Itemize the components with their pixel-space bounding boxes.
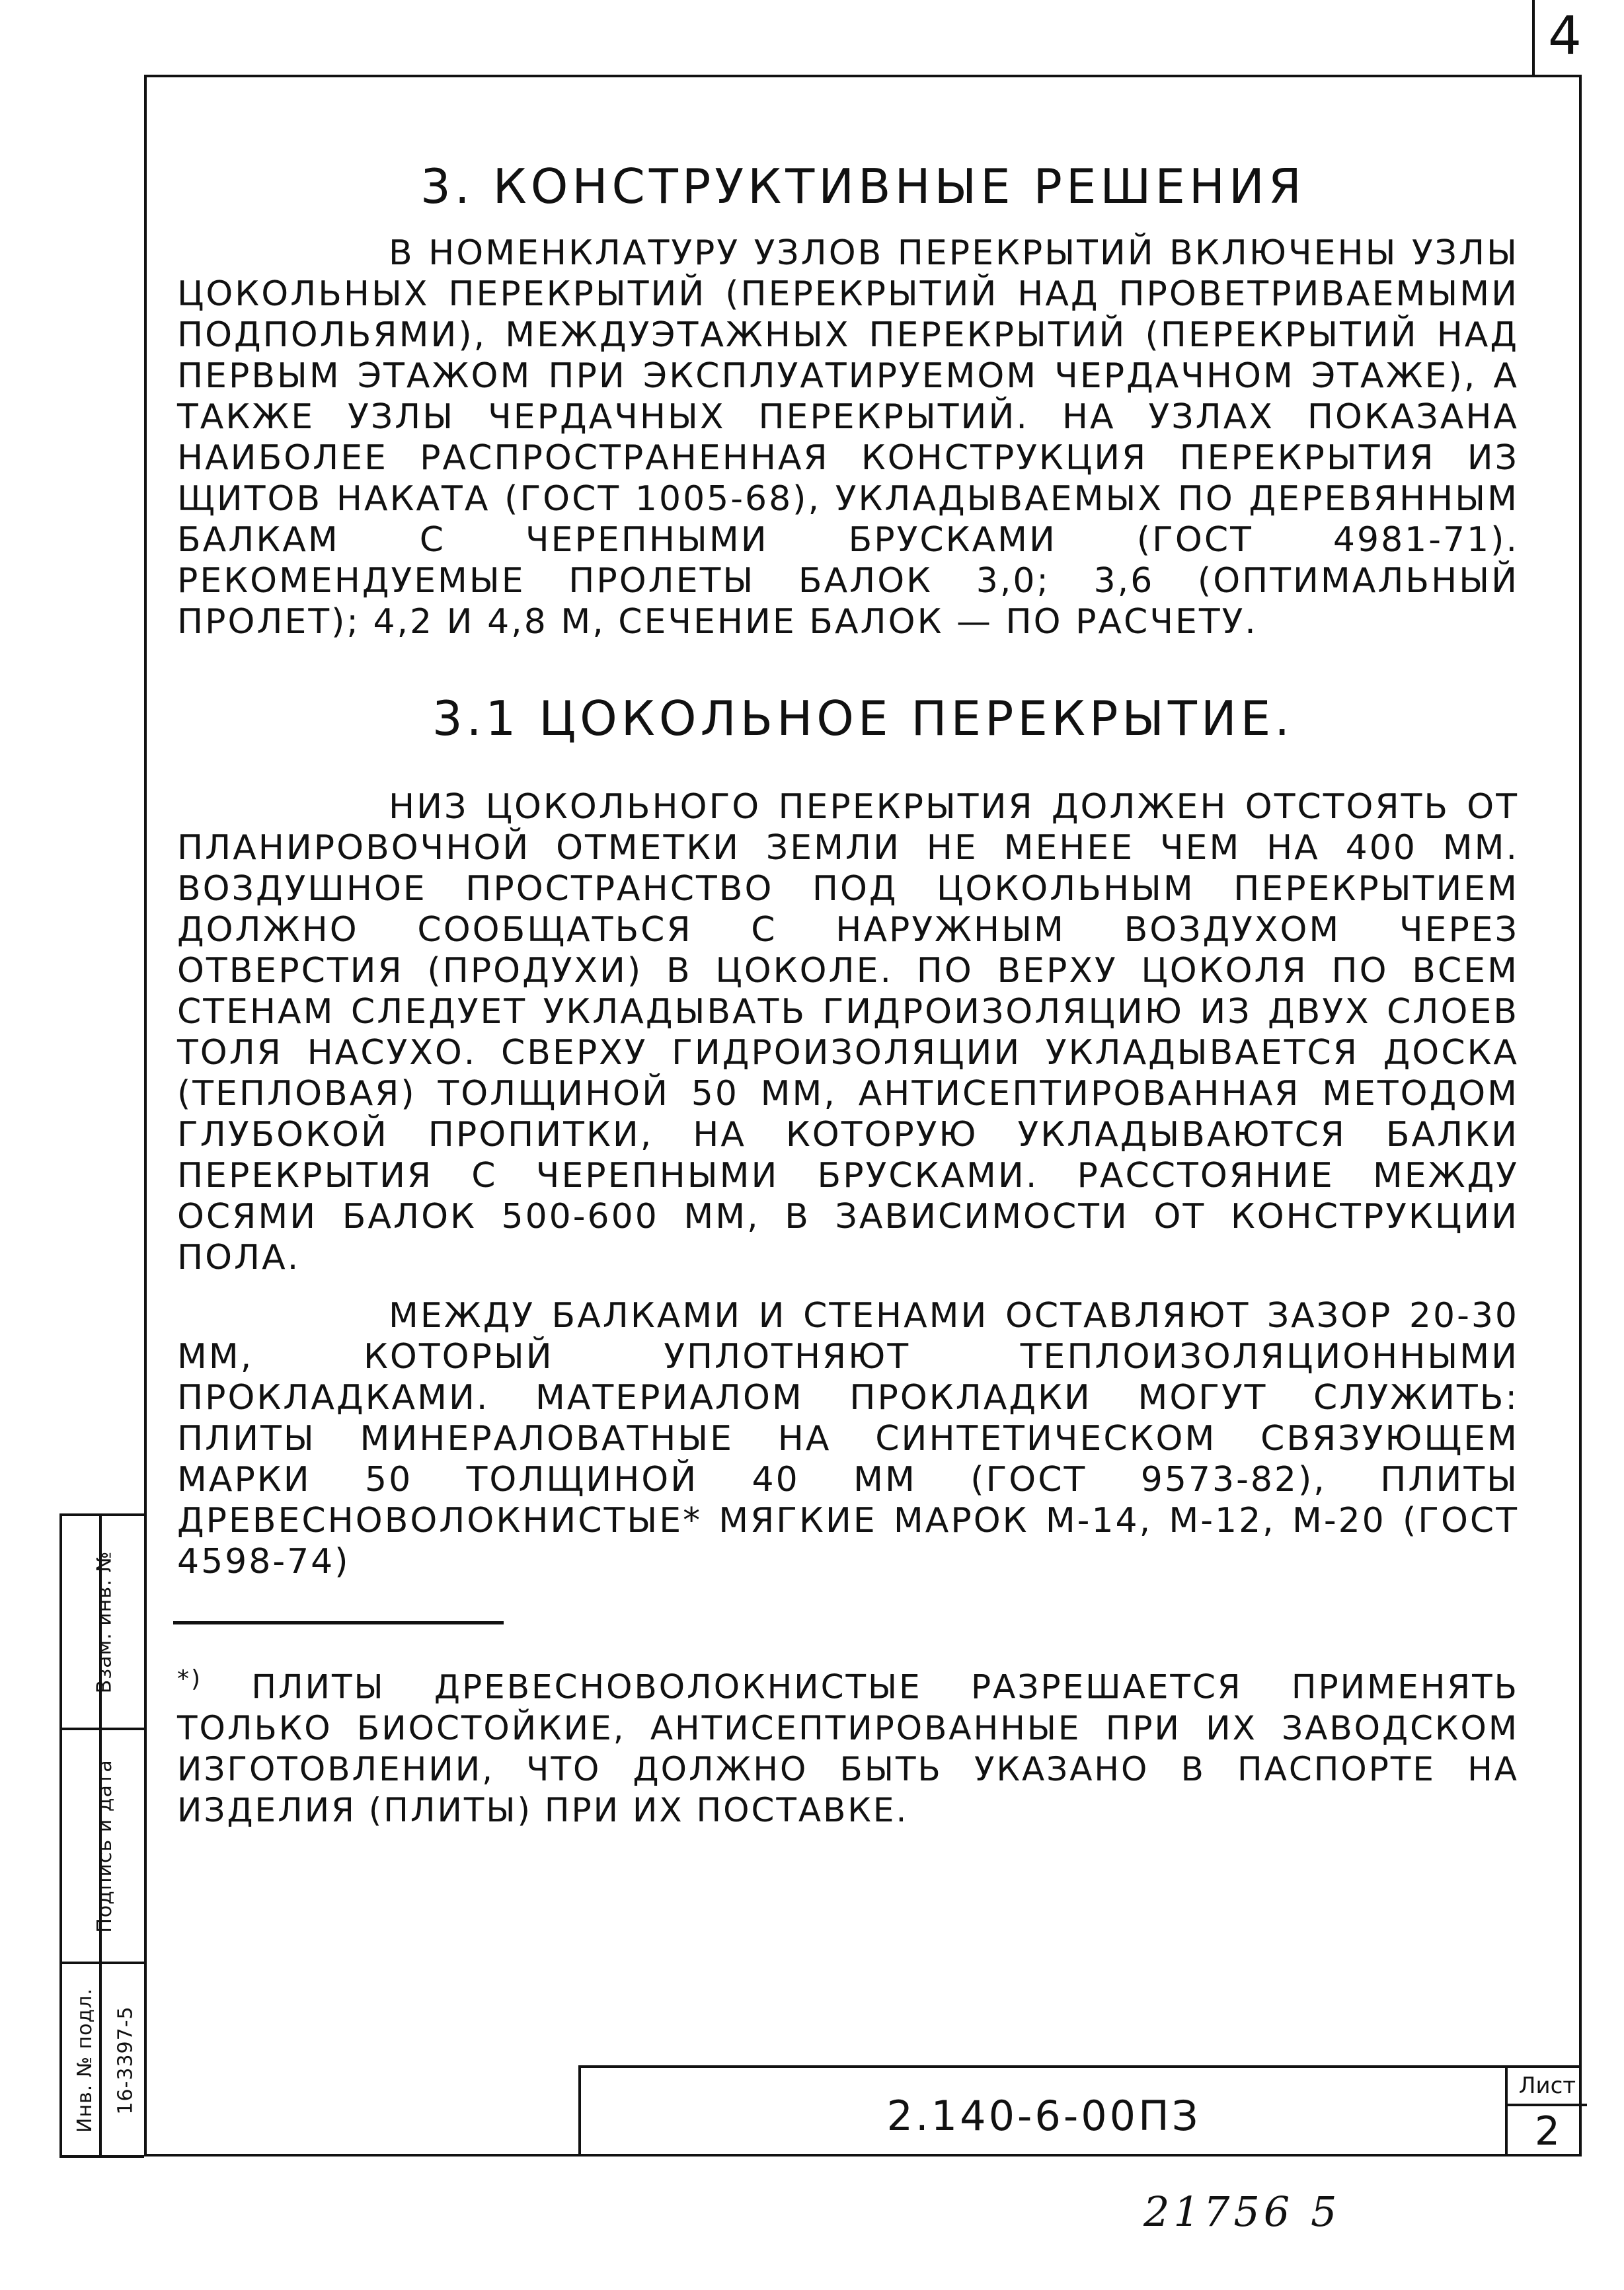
side-stamp-podpis: Подпись и дата [93, 1759, 116, 1933]
document-code: 2.140-6-00ПЗ [886, 2092, 1201, 2140]
title-block [578, 2065, 1582, 2156]
sheet-label: Лист [1508, 2068, 1587, 2106]
side-stamp-inv-value: 16-3397-5 [114, 2005, 137, 2115]
footnote-divider [173, 1621, 504, 1624]
section-paragraph: В НОМЕНКЛАТУРУ УЗЛОВ ПЕРЕКРЫТИЙ ВКЛЮЧЕНЫ УЗЛЫ ЦОКОЛЬНЫХ ПЕРЕКРЫТИЙ (ПЕРЕКРЫТИЙ НАД ПРОВЕТРИВАЕМЫМИ ПОДПОЛЬЯМИ), МЕЖДУЭТАЖНЫХ ПЕРЕКРЫТИЙ (ПЕРЕКРЫТИЙ НАД ПЕРВЫМ ЭТАЖОМ ПРИ ЭКСПЛУАТИРУЕМОМ ЧЕРДАЧНОМ ЭТАЖЕ), А ТАКЖЕ УЗЛЫ ЧЕРДАЧНЫХ ПЕРЕКРЫТИЙ. НА УЗЛАХ ПОКАЗАНА НАИБОЛЕЕ РАСПРОСТРАНЕННАЯ КОНСТРУКЦИЯ ПЕРЕКРЫТИЯ ИЗ ЩИТОВ НАКАТА (ГОСТ 1005-68), УКЛАДЫВАЕМЫХ ПО ДЕРЕВЯННЫМ БАЛКАМ С ЧЕРЕПНЫМИ БРУСКАМИ (ГОСТ 4981-71). РЕКОМЕНДУЕМЫЕ ПРОЛЕТЫ БАЛОК 3,0; 3,6 (ОПТИМАЛЬНЫЙ ПРОЛЕТ); 4,2 И 4,8 М, СЕЧЕНИЕ БАЛОК — ПО РАСЧЕТУ. [177, 233, 1519, 642]
sheet-box [1505, 2068, 1587, 2156]
footnote [177, 1659, 1519, 1831]
subsection-title: 3.1 ЦОКОЛЬНОЕ ПЕРЕКРЫТИЕ. [432, 691, 1294, 746]
gasket-paragraph: МЕЖДУ БАЛКАМИ И СТЕНАМИ ОСТАВЛЯЮТ ЗАЗОР 20-30 ММ, КОТОРЫЙ УПЛОТНЯЮТ ТЕПЛОИЗОЛЯЦИОННЫМИ ПРОКЛАДКАМИ. МАТЕРИАЛОМ ПРОКЛАДКИ МОГУТ СЛУЖИТЬ: ПЛИТЫ МИНЕРАЛОВАТНЫЕ НА СИНТЕТИЧЕСКОМ СВЯЗУЮЩЕМ МАРКИ 50 ТОЛЩИНОЙ 40 ММ (ГОСТ 9573-82), ПЛИТЫ ДРЕВЕСНОВОЛОКНИСТЫЕ* МЯГКИЕ МАРОК М-14, М-12, М-20 (ГОСТ 4598-74) [177, 1296, 1519, 1582]
side-stamp [59, 1513, 144, 2158]
sheet-number: 2 [1534, 2108, 1561, 2155]
section-title: 3. КОНСТРУКТИВНЫЕ РЕШЕНИЯ [420, 159, 1305, 214]
footnote-mark: *) [177, 1665, 203, 1693]
footnote-text: ПЛИТЫ ДРЕВЕСНОВОЛОКНИСТЫЕ РАЗРЕШАЕТСЯ ПРИМЕНЯТЬ ТОЛЬКО БИОСТОЙКИЕ, АНТИСЕПТИРОВАННЫЕ ПРИ ИХ ЗАВОДСКОМ ИЗГОТОВЛЕНИИ, ЧТО ДОЛЖНО БЫТЬ УКАЗАНО В ПАСПОРТЕ НА ИЗДЕЛИЯ (ПЛИТЫ) ПРИ ИХ ПОСТАВКЕ. [177, 1667, 1519, 1829]
side-stamp-inv-podl: Инв. № подл. [73, 1987, 97, 2133]
side-stamp-vzam: Взам. инв. № [93, 1550, 116, 1693]
corner-divider [1532, 0, 1535, 75]
archive-number: 21756 5 [1143, 2188, 1341, 2236]
subsection-paragraph: НИЗ ЦОКОЛЬНОГО ПЕРЕКРЫТИЯ ДОЛЖЕН ОТСТОЯТЬ ОТ ПЛАНИРОВОЧНОЙ ОТМЕТКИ ЗЕМЛИ НЕ МЕНЕЕ ЧЕМ НА 400 ММ. ВОЗДУШНОЕ ПРОСТРАНСТВО ПОД ЦОКОЛЬНЫМ ПЕРЕКРЫТИЕМ ДОЛЖНО СООБЩАТЬСЯ С НАРУЖНЫМ ВОЗДУХОМ ЧЕРЕЗ ОТВЕРСТИЯ (ПРОДУХИ) В ЦОКОЛЕ. ПО ВЕРХУ ЦОКОЛЯ ПО ВСЕМ СТЕНАМ СЛЕДУЕТ УКЛАДЫВАТЬ ГИДРОИЗОЛЯЦИЮ ИЗ ДВУХ СЛОЕВ ТОЛЯ НАСУХО. СВЕРХУ ГИДРОИЗОЛЯЦИИ УКЛАДЫВАЕТСЯ ДОСКА (ТЕПЛОВАЯ) ТОЛЩИНОЙ 50 ММ, АНТИСЕПТИРОВАННАЯ МЕТОДОМ ГЛУБОКОЙ ПРОПИТКИ, НА КОТОРУЮ УКЛАДЫВАЮТСЯ БАЛКИ ПЕРЕКРЫТИЯ С ЧЕРЕПНЫМИ БРУСКАМИ. РАССТОЯНИЕ МЕЖДУ ОСЯМИ БАЛОК 500-600 ММ, В ЗАВИСИМОСТИ ОТ КОНСТРУКЦИИ ПОЛА. [177, 787, 1519, 1278]
corner-page-number: 4 [1548, 5, 1582, 67]
